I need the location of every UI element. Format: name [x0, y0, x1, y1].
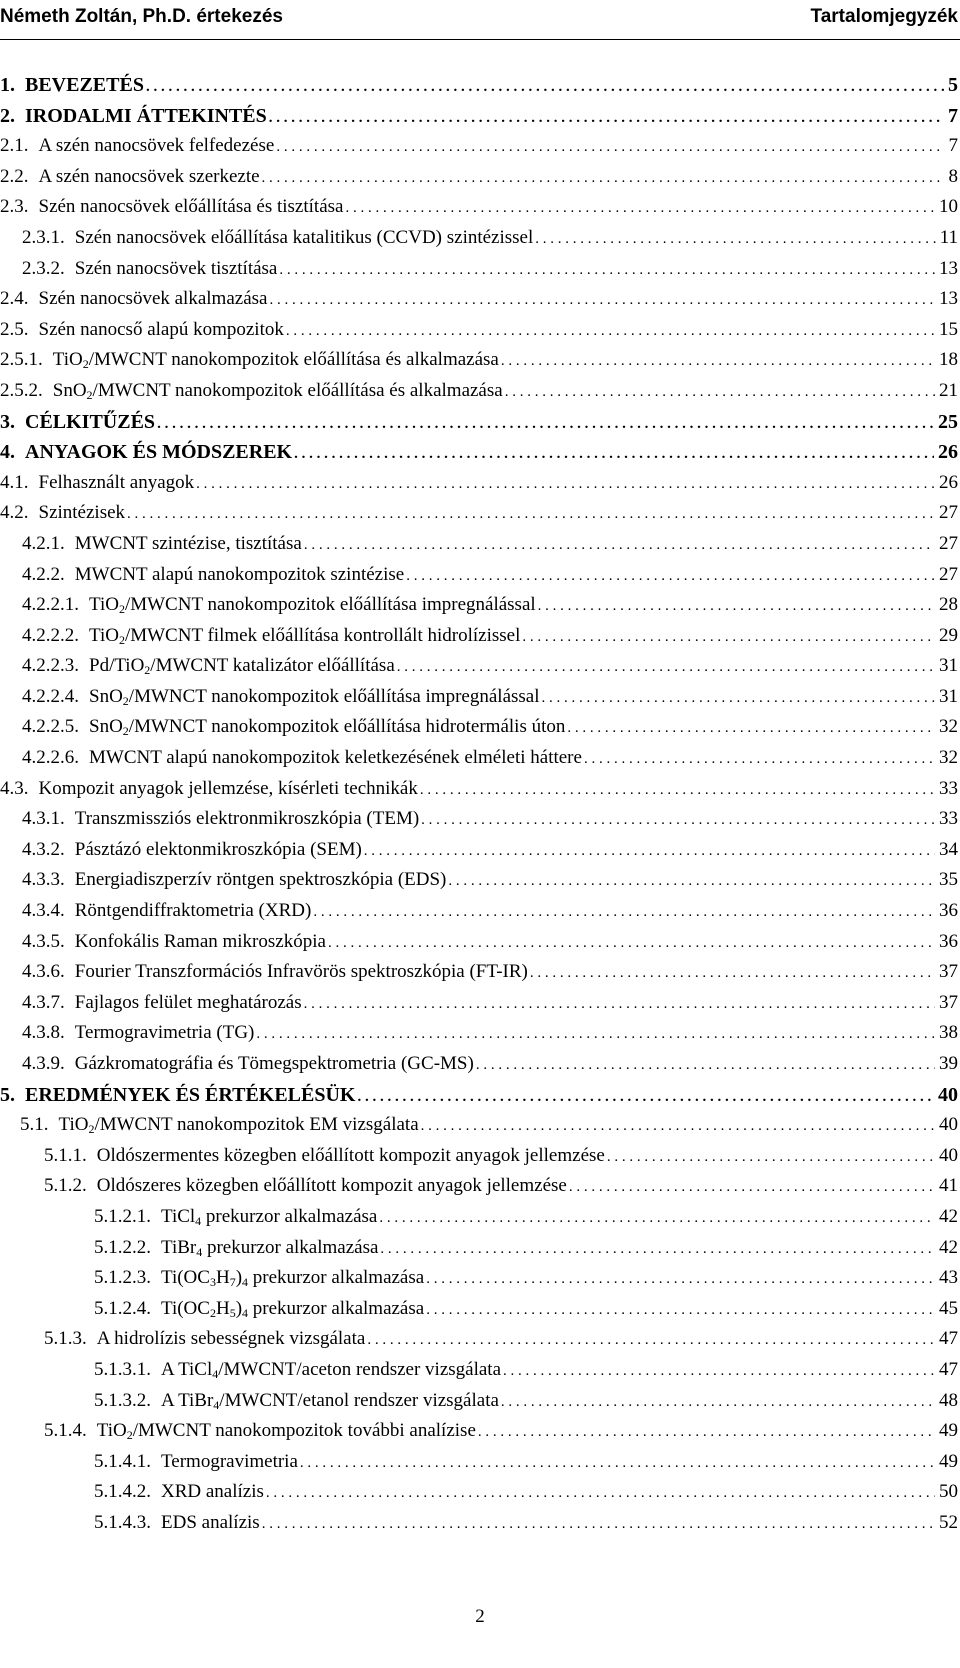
toc-entry-text: A TiCl$_4$/MWCNT/aceton rendszer vizsgálata [161, 1358, 502, 1381]
toc-leader-dots [256, 1019, 935, 1050]
table-of-contents [0, 70, 958, 1539]
toc-entry-title [44, 1416, 476, 1447]
toc-entry-text: MWCNT alapú nanokompozitok szintézise [74, 563, 405, 585]
toc-entry[interactable] [0, 927, 958, 958]
toc-entry-title [0, 1080, 356, 1111]
toc-entry-page: 27 [937, 529, 958, 560]
toc-entry-text: SnO$_2$/MWCNT nanokompozitok előállítása és alkalmazása [52, 379, 503, 402]
toc-entry-title [0, 407, 155, 438]
toc-entry[interactable] [0, 1447, 958, 1478]
toc-entry[interactable] [0, 774, 958, 805]
toc-entry-page: 40 [937, 1141, 958, 1172]
toc-entry-text: A TiBr$_4$/MWCNT/etanol rendszer vizsgálata [161, 1389, 499, 1412]
toc-leader-dots [286, 316, 935, 347]
toc-entry-page: 21 [937, 376, 958, 407]
toc-entry-number: 4.2.2.5. [22, 716, 79, 738]
toc-entry-text: Pásztázó elektonmikroszkópia (SEM) [74, 838, 362, 860]
toc-entry-title [22, 590, 536, 621]
toc-leader-dots [279, 255, 935, 286]
toc-entry-title [94, 1233, 378, 1264]
toc-entry-number: 4.3.6. [22, 961, 65, 983]
toc-entry-text: Szén nanocsövek tisztítása [74, 257, 278, 279]
toc-entry-text: Gázkromatográfia és Tömegspektrometria (GC-MS) [74, 1053, 474, 1074]
toc-entry-page: 31 [937, 651, 958, 682]
toc-entry-page: 47 [937, 1324, 958, 1355]
toc-entry-title [22, 835, 362, 866]
toc-entry-text: Felhasznált anyagok [38, 471, 195, 493]
toc-entry-text: Pd/TiO$_2$/MWCNT katalizátor előállítása [89, 655, 395, 678]
toc-entry-text: TiO$_2$/MWCNT nanokompozitok előállítása impregnálással [89, 594, 536, 617]
toc-entry-number: 4.2.2.6. [22, 747, 79, 769]
toc-entry-text: MWCNT szintézise, tisztítása [74, 532, 302, 554]
toc-entry[interactable] [0, 1049, 958, 1080]
toc-entry[interactable] [0, 1080, 958, 1111]
toc-entry-text: CÉLKITŰZÉS [25, 410, 156, 433]
toc-entry-title [0, 345, 499, 376]
toc-entry-page: 33 [937, 804, 958, 835]
page-number: 2 [475, 1606, 485, 1627]
toc-entry[interactable] [0, 743, 958, 774]
toc-entry-number: 4.3.1. [22, 808, 65, 830]
toc-entry-title [22, 254, 277, 285]
toc-entry-number: 5.1.1. [44, 1144, 87, 1166]
toc-entry-page: 49 [937, 1447, 958, 1478]
toc-entry-page: 43 [937, 1263, 958, 1294]
toc-entry-title [22, 927, 326, 958]
toc-entry-page: 32 [937, 712, 958, 743]
toc-entry-text: Oldószeres közegben előállított kompozit anyagok jellemzése [96, 1175, 567, 1197]
toc-entry-text: Kompozit anyagok jellemzése, kísérleti technikák [38, 777, 418, 799]
toc-entry-number: 4.2.2.3. [22, 655, 79, 677]
toc-entry-title [0, 192, 343, 223]
toc-entry-number: 2.3.2. [22, 257, 65, 279]
toc-leader-dots [426, 1295, 935, 1326]
toc-leader-dots [358, 1082, 935, 1113]
toc-entry[interactable] [0, 560, 958, 591]
toc-entry-title [44, 1171, 567, 1202]
toc-leader-dots [567, 713, 935, 744]
toc-entry-number: 4. [0, 441, 15, 464]
toc-entry-title [0, 162, 260, 193]
toc-entry[interactable] [0, 529, 958, 560]
toc-entry[interactable] [0, 957, 958, 988]
toc-entry[interactable] [0, 437, 958, 468]
toc-entry[interactable] [0, 1294, 958, 1325]
toc-entry-text: $Ti(OC_3H_7)_4$ prekurzor alkalmazása [161, 1267, 425, 1290]
toc-entry-title [22, 682, 540, 713]
toc-entry[interactable] [0, 468, 958, 499]
toc-entry[interactable] [0, 1202, 958, 1233]
toc-entry-title [94, 1202, 377, 1233]
toc-entry-page: 26 [937, 468, 958, 499]
toc-entry-page: 10 [937, 192, 958, 223]
toc-entry-page: 49 [937, 1416, 958, 1447]
toc-leader-dots [535, 224, 935, 255]
toc-entry[interactable] [0, 712, 958, 743]
toc-leader-dots [607, 1142, 935, 1173]
toc-leader-dots [569, 1172, 935, 1203]
toc-leader-dots [584, 744, 935, 775]
toc-entry-title [0, 468, 194, 499]
toc-entry-number: 5. [0, 1083, 15, 1106]
toc-entry-number: 2.3. [0, 196, 29, 218]
toc-entry-text: XRD analízis [161, 1481, 264, 1503]
toc-entry-title [0, 376, 503, 407]
toc-entry-page: 52 [937, 1508, 958, 1539]
toc-entry[interactable] [0, 1477, 958, 1508]
toc-entry-number: 4.2.2.2. [22, 624, 79, 646]
toc-leader-dots [420, 775, 935, 806]
toc-entry-title [0, 101, 267, 132]
toc-entry-number: 2.5.2. [0, 379, 43, 401]
toc-entry-number: 4.3.9. [22, 1053, 65, 1074]
toc-entry[interactable] [0, 896, 958, 927]
toc-leader-dots [538, 591, 935, 622]
toc-entry-title [94, 1477, 264, 1508]
toc-entry-title [22, 865, 446, 896]
toc-entry-title [0, 131, 274, 162]
toc-entry-page: 28 [937, 590, 958, 621]
toc-entry[interactable] [0, 1263, 958, 1294]
toc-leader-dots [127, 499, 935, 530]
toc-entry[interactable] [0, 621, 958, 652]
toc-entry[interactable] [0, 835, 958, 866]
toc-entry-page: 13 [937, 254, 958, 285]
toc-entry[interactable] [0, 590, 958, 621]
toc-entry-text: A hidrolízis sebességnek vizsgálata [96, 1328, 366, 1350]
toc-entry-page: 34 [937, 835, 958, 866]
toc-entry-number: 5.1.2. [44, 1175, 87, 1197]
toc-leader-dots [522, 622, 935, 653]
toc-entry[interactable] [0, 1233, 958, 1264]
toc-entry-number: 2.2. [0, 165, 29, 187]
toc-entry[interactable] [0, 1386, 958, 1417]
toc-entry-page: 29 [937, 621, 958, 652]
toc-entry-page: 41 [937, 1171, 958, 1202]
toc-entry[interactable] [0, 651, 958, 682]
toc-entry[interactable] [0, 865, 958, 896]
toc-entry-page: 42 [937, 1202, 958, 1233]
toc-leader-dots [276, 132, 944, 163]
toc-entry-text: $Ti(OC_2H_5)_4$ prekurzor alkalmazása [161, 1297, 425, 1320]
toc-entry[interactable] [0, 223, 958, 254]
toc-entry-text: Konfokális Raman mikroszkópia [74, 930, 326, 952]
toc-entry[interactable] [0, 498, 958, 529]
toc-entry-text: Szintézisek [38, 502, 126, 524]
toc-entry[interactable] [0, 1416, 958, 1447]
toc-entry-page: 40 [936, 1080, 958, 1111]
toc-leader-dots [196, 469, 935, 500]
toc-entry-title [22, 651, 395, 682]
running-header [0, 0, 960, 40]
toc-entry-number: 5.1.3. [44, 1328, 87, 1350]
toc-leader-dots [448, 866, 935, 897]
toc-entry-page: 39 [937, 1049, 958, 1080]
toc-leader-dots [294, 439, 934, 470]
toc-leader-dots [406, 561, 935, 592]
toc-entry[interactable] [0, 988, 958, 1019]
toc-entry-page: 18 [937, 345, 958, 376]
toc-entry-text: Termogravimetria [161, 1450, 298, 1472]
toc-entry-number: 4.3.4. [22, 900, 65, 922]
toc-entry-title [44, 1141, 605, 1172]
toc-leader-dots [269, 285, 935, 316]
toc-leader-dots [300, 1448, 935, 1479]
toc-entry-text: SnO$_2$/MWNCT nanokompozitok előállítása hidrotermális úton [89, 716, 566, 739]
toc-entry-title [0, 774, 418, 805]
toc-entry[interactable] [0, 1110, 958, 1141]
toc-entry-page: 27 [937, 560, 958, 591]
toc-entry-page: 27 [937, 498, 958, 529]
toc-entry-number: 5.1.2.2. [94, 1236, 151, 1258]
toc-leader-dots [146, 72, 944, 103]
toc-entry-number: 4.2.2.1. [22, 594, 79, 616]
toc-entry-title [94, 1355, 501, 1386]
toc-entry[interactable] [0, 315, 958, 346]
toc-entry-title [22, 743, 582, 774]
toc-entry-title [22, 621, 520, 652]
toc-leader-dots [313, 897, 935, 928]
toc-entry-title [0, 284, 267, 315]
toc-entry-number: 1. [0, 74, 15, 96]
toc-entry-title [0, 315, 284, 346]
toc-entry-text: TiO$_2$/MWCNT nanokompozitok további analízise [96, 1420, 476, 1443]
toc-entry-text: Szén nanocsövek alkalmazása [38, 288, 268, 310]
toc-leader-dots [304, 989, 935, 1020]
toc-entry-text: EREDMÉNYEK ÉS ÉRTÉKELÉSÜK [25, 1083, 356, 1106]
toc-entry-number: 5.1.2.3. [94, 1267, 151, 1289]
toc-entry-title [22, 529, 302, 560]
toc-leader-dots [269, 103, 944, 134]
toc-entry[interactable] [0, 407, 958, 438]
toc-entry[interactable] [0, 682, 958, 713]
toc-entry-number: 4.3.8. [22, 1022, 65, 1044]
toc-entry[interactable] [0, 284, 958, 315]
toc-entry-page: 7 [946, 101, 958, 132]
toc-entry-title [22, 223, 533, 254]
toc-entry-page: 45 [937, 1294, 958, 1325]
toc-entry[interactable] [0, 101, 958, 132]
toc-entry-number: 5.1.3.2. [94, 1389, 151, 1411]
toc-entry-text: A szén nanocsövek felfedezése [38, 135, 275, 157]
toc-entry-number: 5.1.4. [44, 1420, 87, 1442]
toc-entry-text: TiCl$_4$ prekurzor alkalmazása [161, 1205, 378, 1228]
toc-entry-title [94, 1263, 424, 1294]
toc-entry-page: 5 [946, 70, 958, 101]
toc-entry-text: Termogravimetria (TG) [74, 1022, 255, 1044]
toc-leader-dots [328, 928, 935, 959]
toc-entry-number: 5.1. [20, 1114, 49, 1136]
toc-entry-text: Szén nanocsövek előállítása és tisztítása [38, 196, 344, 218]
header-author: Németh Zoltán, Ph.D. értekezés [0, 6, 283, 27]
toc-entry[interactable] [0, 804, 958, 835]
toc-leader-dots [542, 683, 936, 714]
toc-entry-number: 4.2. [0, 502, 29, 524]
toc-entry-page: 25 [936, 407, 958, 438]
toc-entry-page: 36 [937, 927, 958, 958]
toc-leader-dots [266, 1478, 935, 1509]
toc-entry[interactable] [0, 192, 958, 223]
toc-entry-page: 35 [937, 865, 958, 896]
toc-entry-text: Fourier Transzformációs Infravörös spektroszkópia (FT-IR) [74, 961, 528, 983]
toc-leader-dots [379, 1203, 935, 1234]
toc-entry-text: Szén nanocsövek előállítása katalitikus (CCVD) szintézissel [74, 226, 534, 248]
toc-leader-dots [304, 530, 935, 561]
toc-entry-page: 26 [936, 437, 958, 468]
toc-entry-title [22, 957, 528, 988]
toc-entry-title [0, 498, 125, 529]
toc-entry-title [94, 1508, 260, 1539]
toc-entry-title [94, 1447, 298, 1478]
toc-entry-title [94, 1294, 424, 1325]
toc-entry-page: 37 [937, 988, 958, 1019]
toc-entry-number: 2.1. [0, 135, 29, 157]
toc-entry-title [22, 1018, 254, 1049]
toc-entry-text: BEVEZETÉS [25, 74, 144, 96]
toc-entry-number: 5.1.2.1. [94, 1205, 151, 1227]
toc-entry-title [0, 70, 144, 101]
toc-entry-text: TiO$_2$/MWCNT nanokompozitok EM vizsgálata [58, 1114, 419, 1137]
toc-entry-text: Fajlagos felület meghatározás [74, 991, 302, 1013]
toc-entry-text: TiBr$_4$ prekurzor alkalmazása [161, 1236, 379, 1259]
toc-entry-page: 31 [937, 682, 958, 713]
toc-entry-text: Transzmissziós elektronmikroszkópia (TEM) [74, 808, 420, 830]
toc-entry-number: 3. [0, 410, 15, 433]
toc-entry-number: 2.3.1. [22, 226, 65, 248]
toc-entry-number: 2.4. [0, 288, 29, 310]
header-section: Tartalomjegyzék [810, 6, 958, 27]
toc-leader-dots [476, 1050, 935, 1081]
toc-entry-title [44, 1324, 365, 1355]
toc-entry-number: 5.1.2.4. [94, 1297, 151, 1319]
toc-leader-dots [262, 1509, 935, 1540]
toc-entry-title [94, 1386, 499, 1417]
toc-leader-dots [380, 1234, 935, 1265]
toc-leader-dots [367, 1325, 935, 1356]
toc-entry[interactable] [0, 345, 958, 376]
toc-leader-dots [364, 836, 935, 867]
toc-entry-text: IRODALMI ÁTTEKINTÉS [25, 104, 267, 127]
toc-entry-title [20, 1110, 419, 1141]
toc-entry[interactable] [0, 70, 958, 101]
toc-entry-page: 37 [937, 957, 958, 988]
toc-entry[interactable] [0, 162, 958, 193]
toc-entry-title [0, 437, 292, 468]
toc-entry-page: 50 [937, 1477, 958, 1508]
toc-entry-page: 33 [937, 774, 958, 805]
toc-entry-number: 5.1.4.1. [94, 1450, 151, 1472]
toc-entry-number: 4.1. [0, 471, 29, 493]
toc-entry-page: 38 [937, 1018, 958, 1049]
toc-entry-number: 4.3.5. [22, 930, 65, 952]
toc-leader-dots [426, 1264, 935, 1295]
toc-leader-dots [503, 1356, 935, 1387]
toc-entry-page: 32 [937, 743, 958, 774]
toc-entry[interactable] [0, 1018, 958, 1049]
toc-entry[interactable] [0, 131, 958, 162]
toc-entry-number: 4.3.3. [22, 869, 65, 891]
toc-entry-number: 4.2.1. [22, 532, 65, 554]
toc-entry-text: ANYAGOK ÉS MÓDSZEREK [25, 441, 293, 464]
toc-entry-text: MWCNT alapú nanokompozitok keletkezésének elméleti háttere [89, 747, 582, 769]
toc-entry-page: 48 [937, 1386, 958, 1417]
toc-entry[interactable] [0, 254, 958, 285]
toc-leader-dots [262, 163, 945, 194]
toc-entry-text: EDS analízis [161, 1511, 260, 1533]
toc-entry-page: 13 [937, 284, 958, 315]
toc-leader-dots [505, 377, 935, 408]
toc-entry-text: SnO$_2$/MWNCT nanokompozitok előállítása impregnálással [89, 685, 540, 708]
toc-entry-text: TiO$_2$/MWCNT filmek előállítása kontrollált hidrolízissel [89, 624, 521, 647]
toc-entry-text: Oldószermentes közegben előállított kompozit anyagok jellemzése [96, 1144, 605, 1166]
toc-entry[interactable] [0, 1324, 958, 1355]
toc-entry-number: 4.3. [0, 777, 29, 799]
toc-entry[interactable] [0, 1355, 958, 1386]
toc-entry-text: Szén nanocső alapú kompozitok [38, 318, 284, 340]
toc-leader-dots [157, 409, 934, 440]
toc-entry-number: 4.2.2. [22, 563, 65, 585]
toc-leader-dots [345, 193, 935, 224]
toc-entry[interactable] [0, 1141, 958, 1172]
toc-entry-text: TiO$_2$/MWCNT nanokompozitok előállítása és alkalmazása [52, 349, 499, 372]
toc-entry-number: 5.1.4.3. [94, 1511, 151, 1533]
toc-leader-dots [501, 1387, 935, 1418]
toc-entry-page: 36 [937, 896, 958, 927]
toc-entry[interactable] [0, 376, 958, 407]
toc-entry-number: 4.2.2.4. [22, 685, 79, 707]
toc-entry-title [22, 804, 419, 835]
toc-entry-title [22, 988, 302, 1019]
toc-entry[interactable] [0, 1508, 958, 1539]
toc-entry-number: 4.3.2. [22, 838, 65, 860]
toc-entry-page: 15 [937, 315, 958, 346]
toc-entry-page: 7 [947, 131, 959, 162]
toc-entry-title [22, 712, 565, 743]
toc-leader-dots [530, 958, 935, 989]
toc-entry-page: 42 [937, 1233, 958, 1264]
toc-entry-number: 2.5.1. [0, 349, 43, 371]
toc-entry-title [22, 1049, 474, 1080]
toc-leader-dots [501, 346, 935, 377]
toc-entry-text: Röntgendiffraktometria (XRD) [74, 900, 312, 922]
toc-entry-number: 5.1.4.2. [94, 1481, 151, 1503]
toc-entry-text: A szén nanocsövek szerkezte [38, 165, 260, 187]
toc-entry-page: 40 [937, 1110, 958, 1141]
toc-entry-text: Energiadiszperzív röntgen spektroszkópia (EDS) [74, 869, 447, 891]
toc-entry-title [22, 560, 404, 591]
toc-entry-page: 47 [937, 1355, 958, 1386]
toc-entry-page: 11 [938, 223, 958, 254]
toc-leader-dots [478, 1417, 935, 1448]
toc-entry[interactable] [0, 1171, 958, 1202]
toc-entry-page: 8 [947, 162, 959, 193]
toc-entry-number: 4.3.7. [22, 991, 65, 1013]
toc-entry-number: 2. [0, 104, 15, 127]
toc-leader-dots [421, 805, 935, 836]
toc-entry-number: 2.5. [0, 318, 29, 340]
toc-leader-dots [421, 1111, 935, 1142]
toc-leader-dots [397, 652, 935, 683]
toc-entry-title [22, 896, 311, 927]
toc-entry-number: 5.1.3.1. [94, 1358, 151, 1380]
